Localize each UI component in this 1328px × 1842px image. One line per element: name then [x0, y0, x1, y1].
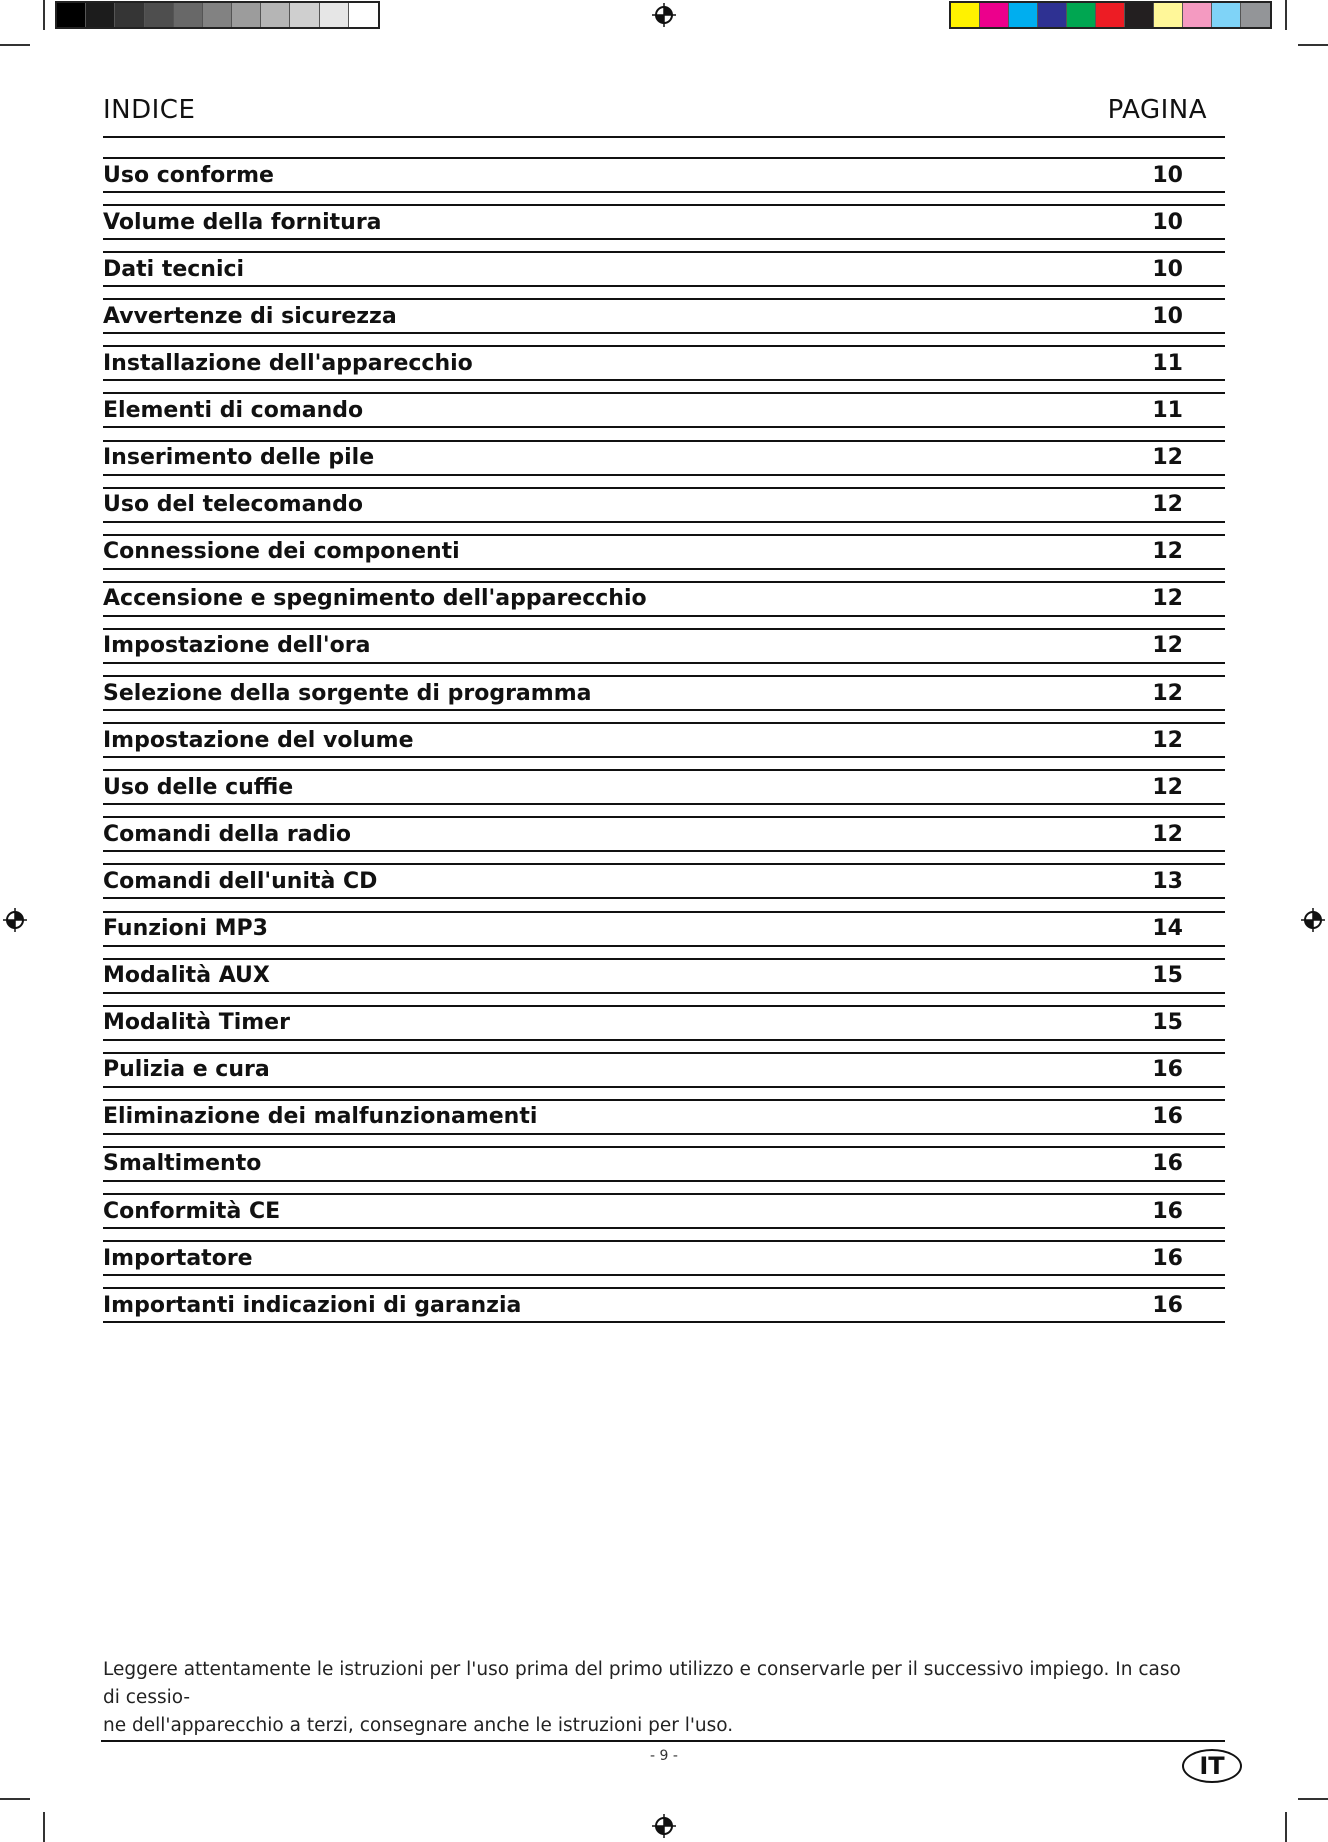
crop-mark — [0, 1798, 30, 1800]
color-swatch — [349, 3, 378, 27]
toc-entry-page: 10 — [1152, 162, 1183, 188]
toc-entry-page: 13 — [1152, 868, 1183, 894]
color-swatch — [1009, 3, 1038, 27]
page-column-label: PAGINA — [1107, 95, 1207, 125]
toc-heading: INDICE — [103, 95, 196, 125]
toc-entry-page: 14 — [1152, 916, 1183, 941]
color-swatch — [203, 3, 232, 27]
usage-notice — [103, 1656, 1193, 1740]
color-swatch — [261, 3, 290, 27]
registration-mark-icon — [652, 1814, 676, 1838]
crop-mark — [0, 44, 30, 46]
notice-line: Leggere attentamente le istruzioni per l'uso prima del primo utilizzo e conservarle per il successivo impiego. In caso di cessio- — [103, 1659, 1181, 1708]
color-swatch — [232, 3, 261, 27]
toc-entry[interactable] — [103, 722, 1225, 769]
color-calibration-bar — [949, 1, 1272, 29]
toc-entry-page: 15 — [1152, 963, 1183, 989]
color-swatch — [980, 3, 1009, 27]
toc-entry[interactable] — [103, 251, 1225, 298]
page-number: - 9 - — [650, 1748, 678, 1764]
toc-entry-page: 12 — [1152, 492, 1183, 518]
color-swatch — [115, 3, 144, 27]
grayscale-calibration-bar — [55, 1, 380, 29]
toc-entry-title: Importatore — [103, 1245, 253, 1271]
registration-mark-icon — [652, 3, 676, 27]
toc-entry-page: 15 — [1152, 1010, 1183, 1036]
toc-entry-page: 12 — [1152, 680, 1183, 706]
toc-entry-title: Importanti indicazioni di garanzia — [103, 1292, 522, 1318]
color-swatch — [174, 3, 203, 27]
toc-entry-page: 16 — [1152, 1057, 1183, 1083]
toc-entry[interactable] — [103, 345, 1225, 392]
crop-mark — [1298, 1798, 1328, 1800]
toc-entry[interactable] — [103, 863, 1225, 910]
toc-entry[interactable] — [103, 958, 1225, 1005]
toc-entry[interactable] — [103, 1052, 1225, 1099]
registration-mark-icon — [1301, 908, 1325, 932]
toc-entry-title: Conformità CE — [103, 1198, 281, 1224]
crop-mark — [1298, 44, 1328, 46]
color-swatch — [1154, 3, 1183, 27]
toc-entry-title: Modalità AUX — [103, 963, 270, 989]
toc-entry-title: Eliminazione dei malfunzionamenti — [103, 1104, 538, 1130]
toc-entry[interactable] — [103, 298, 1225, 345]
toc-entry-title: Volume della fornitura — [103, 209, 382, 235]
toc-entry-page: 12 — [1152, 774, 1183, 800]
toc-entry[interactable] — [103, 487, 1225, 534]
color-swatch — [290, 3, 319, 27]
toc-entry[interactable] — [103, 440, 1225, 487]
toc-entry-title: Selezione della sorgente di programma — [103, 680, 592, 706]
color-swatch — [57, 3, 86, 27]
color-swatch — [86, 3, 115, 27]
color-swatch — [1125, 3, 1154, 27]
color-swatch — [1212, 3, 1241, 27]
notice-line: ne dell'apparecchio a terzi, consegnare anche le istruzioni per l'uso. — [103, 1715, 734, 1736]
toc-entry-title: Uso conforme — [103, 162, 274, 188]
toc-entry[interactable] — [103, 816, 1225, 863]
table-of-contents — [103, 157, 1225, 1334]
toc-entry-title: Inserimento delle pile — [103, 445, 375, 471]
toc-entry[interactable] — [103, 392, 1225, 439]
color-swatch — [1096, 3, 1125, 27]
toc-entry-title: Avvertenze di sicurezza — [103, 303, 397, 329]
toc-entry-title: Comandi dell'unità CD — [103, 868, 378, 894]
toc-entry-title: Elementi di comando — [103, 397, 364, 423]
toc-entry[interactable] — [103, 1146, 1225, 1193]
toc-entry[interactable] — [103, 1099, 1225, 1146]
toc-entry-page: 16 — [1152, 1292, 1183, 1318]
toc-entry-page: 12 — [1152, 633, 1183, 659]
toc-header — [103, 95, 1207, 125]
toc-entry-title: Accensione e spegnimento dell'apparecchio — [103, 586, 647, 612]
toc-entry[interactable] — [103, 1005, 1225, 1052]
toc-entry-page: 16 — [1152, 1104, 1183, 1130]
toc-entry-page: 12 — [1152, 445, 1183, 471]
toc-entry-page: 12 — [1152, 727, 1183, 753]
toc-entry-title: Dati tecnici — [103, 256, 245, 282]
crop-mark — [1285, 1812, 1287, 1842]
toc-entry-title: Installazione dell'apparecchio — [103, 350, 473, 376]
toc-entry[interactable] — [103, 769, 1225, 816]
toc-entry-title: Connessione dei componenti — [103, 539, 460, 565]
toc-entry-page: 10 — [1152, 303, 1183, 329]
toc-entry-page: 10 — [1152, 256, 1183, 282]
color-swatch — [1067, 3, 1096, 27]
toc-entry-title: Impostazione del volume — [103, 727, 414, 753]
toc-entry-page: 12 — [1152, 821, 1183, 847]
color-swatch — [145, 3, 174, 27]
toc-entry[interactable] — [103, 675, 1225, 722]
toc-entry[interactable] — [103, 157, 1225, 204]
crop-mark — [1285, 0, 1287, 30]
footer-divider — [101, 1740, 1225, 1742]
toc-entry-page: 16 — [1152, 1198, 1183, 1224]
color-swatch — [320, 3, 349, 27]
toc-entry[interactable] — [103, 1193, 1225, 1240]
toc-entry-page: 10 — [1152, 209, 1183, 235]
toc-entry-title: Funzioni MP3 — [103, 916, 268, 941]
color-swatch — [1183, 3, 1212, 27]
header-divider — [103, 136, 1225, 138]
color-swatch — [951, 3, 980, 27]
toc-entry[interactable] — [103, 1287, 1225, 1334]
color-swatch — [1241, 3, 1270, 27]
toc-entry[interactable] — [103, 581, 1225, 628]
toc-entry-page: 12 — [1152, 539, 1183, 565]
toc-entry[interactable] — [103, 534, 1225, 581]
toc-entry-page: 11 — [1152, 350, 1183, 376]
toc-entry[interactable] — [103, 1240, 1225, 1287]
toc-entry[interactable] — [103, 628, 1225, 675]
toc-entry-page: 11 — [1152, 397, 1183, 423]
toc-entry-title: Uso del telecomando — [103, 492, 363, 518]
crop-mark — [43, 0, 45, 30]
toc-entry-page: 16 — [1152, 1151, 1183, 1177]
color-swatch — [1038, 3, 1067, 27]
language-badge: IT — [1182, 1749, 1242, 1783]
toc-entry-title: Smaltimento — [103, 1151, 262, 1177]
crop-mark — [43, 1812, 45, 1842]
toc-entry-title: Pulizia e cura — [103, 1057, 270, 1083]
toc-entry[interactable] — [103, 911, 1225, 958]
toc-entry-title: Modalità Timer — [103, 1010, 290, 1036]
toc-entry-page: 16 — [1152, 1245, 1183, 1271]
toc-entry-title: Comandi della radio — [103, 821, 351, 847]
toc-entry[interactable] — [103, 204, 1225, 251]
toc-entry-title: Uso delle cuffie — [103, 774, 294, 800]
registration-mark-icon — [3, 908, 27, 932]
toc-entry-page: 12 — [1152, 586, 1183, 612]
toc-entry-title: Impostazione dell'ora — [103, 633, 371, 659]
